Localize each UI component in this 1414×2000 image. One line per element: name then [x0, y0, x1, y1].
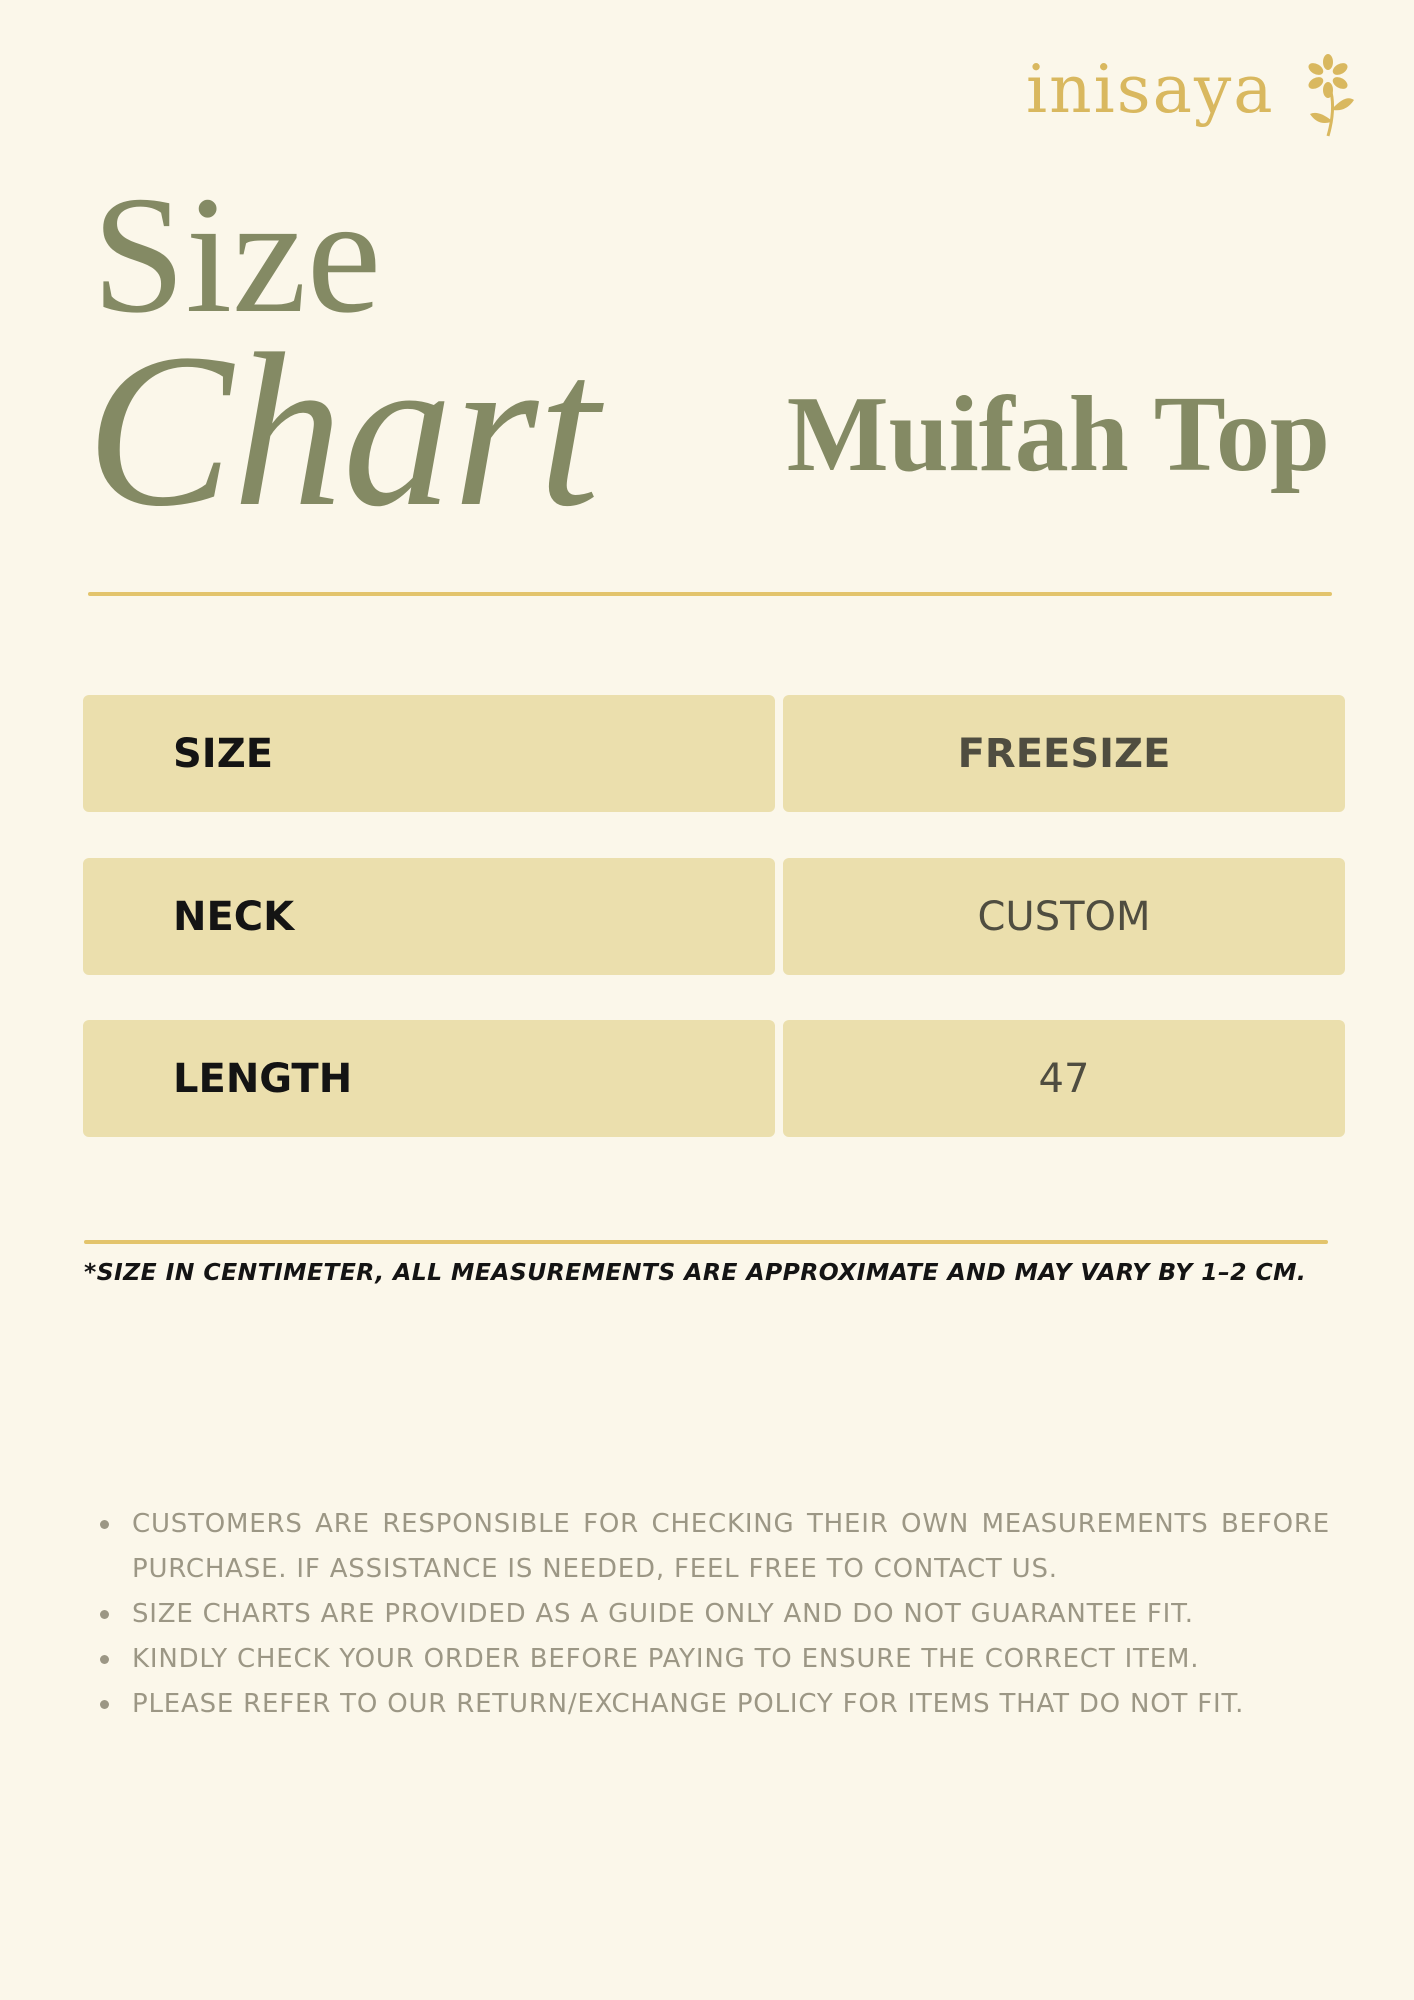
list-item [96, 1592, 1330, 1637]
flower-icon [1298, 50, 1362, 140]
policy-text: KINDLY CHECK YOUR ORDER BEFORE PAYING TO ENSURE THE CORRECT ITEM. [132, 1644, 1200, 1674]
bullet-icon [100, 1520, 109, 1529]
list-item [96, 1682, 1330, 1727]
row-value: CUSTOM [783, 858, 1345, 975]
table-row [83, 1020, 1345, 1137]
title-chart: Chart [86, 308, 600, 552]
divider-top [88, 592, 1332, 596]
policy-list [96, 1502, 1330, 1727]
bullet-icon [100, 1610, 109, 1619]
measurement-note: *SIZE IN CENTIMETER, ALL MEASUREMENTS ARE APPROXIMATE AND MAY VARY BY 1–2 CM. [84, 1258, 1307, 1286]
brand-name: inisaya [1026, 51, 1275, 128]
policy-text: PLEASE REFER TO OUR RETURN/EXCHANGE POLICY FOR ITEMS THAT DO NOT FIT. [132, 1689, 1245, 1719]
table-row [83, 695, 1345, 812]
list-item [96, 1502, 1330, 1592]
policy-text: CUSTOMERS ARE RESPONSIBLE FOR CHECKING THEIR OWN MEASUREMENTS BEFORE PURCHASE. IF ASSISTANCE IS NEEDED, FEEL FREE TO CONTACT US. [132, 1509, 1330, 1584]
row-label: LENGTH [83, 1020, 775, 1137]
row-label: NECK [83, 858, 775, 975]
brand-logo [1020, 50, 1360, 150]
bullet-icon [100, 1700, 109, 1709]
row-label: SIZE [83, 695, 775, 812]
policy-text: SIZE CHARTS ARE PROVIDED AS A GUIDE ONLY AND DO NOT GUARANTEE FIT. [132, 1599, 1194, 1629]
bullet-icon [100, 1655, 109, 1664]
title-size: Size [92, 162, 382, 348]
table-row [83, 858, 1345, 975]
divider-bottom [84, 1240, 1328, 1244]
product-title: Muifah Top [786, 375, 1330, 494]
row-value: FREESIZE [783, 695, 1345, 812]
list-item [96, 1637, 1330, 1682]
row-value: 47 [783, 1020, 1345, 1137]
